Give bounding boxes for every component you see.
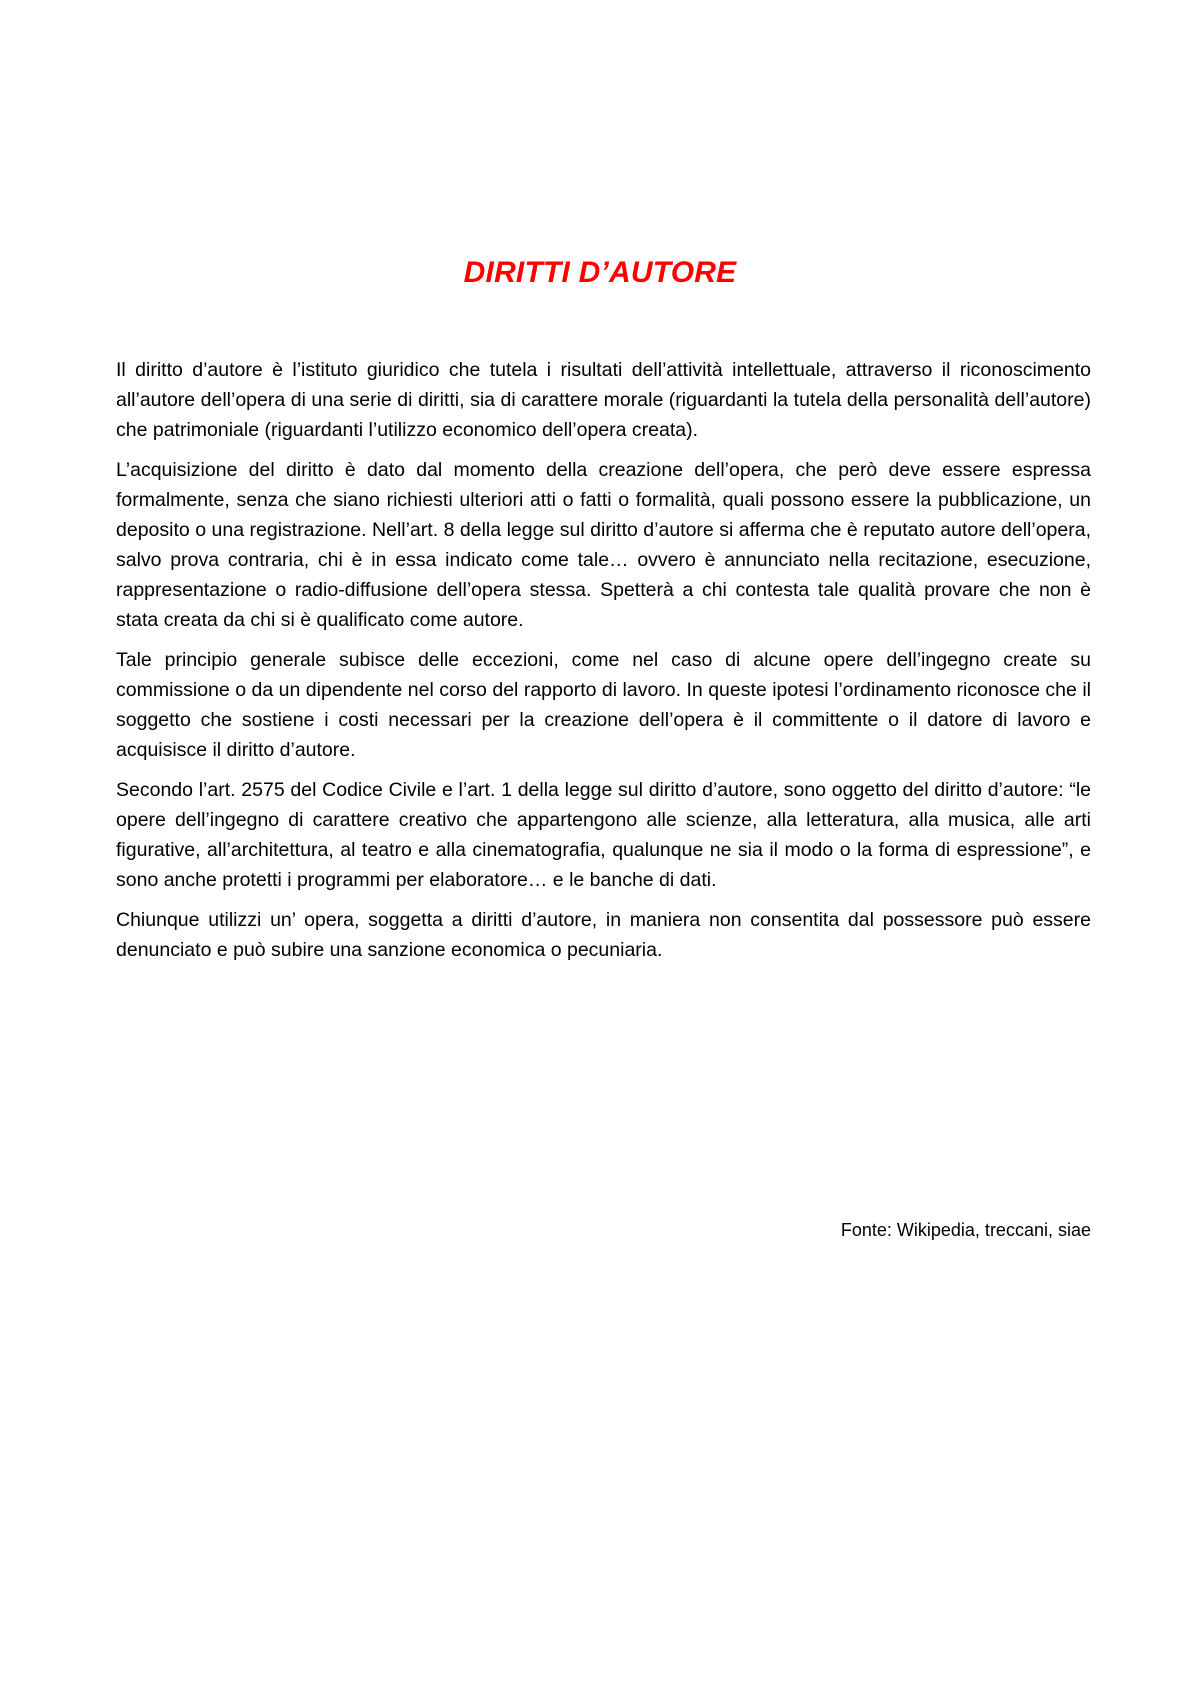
paragraph-acquisition: L’acquisizione del diritto è dato dal momento della creazione dell’opera, che però deve essere espressa formalmente, senza che siano richiesti ulteriori atti o fatti o formalità, quali possono essere la pubblicazione, un deposito o una registrazione. Nell’art. 8 della legge sul diritto d’autore si afferma che è reputato autore dell’opera, salvo prova contraria, chi è in essa indicato come tale… ovvero è annunciato nella recitazione, esecuzione, rappresentazione o radio-diffusione dell’opera stessa. Spetterà a chi contesta tale qualità provare che non è stata creata da chi si è qualificato come autore. <box>116 459 1091 631</box>
paragraph-intro: Il diritto d’autore è l’istituto giuridico che tutela i risultati dell’attività intellettuale, attraverso il riconoscimento all’autore dell’opera di una serie di diritti, sia di carattere morale (riguardanti la tutela della personalità dell’autore) che patrimoniale (riguardanti l’utilizzo economico dell’opera creata). <box>116 359 1091 441</box>
document-body <box>116 355 1091 975</box>
document-title: DIRITTI D’AUTORE <box>463 256 737 289</box>
paragraph-sanctions: Chiunque utilizzi un’ opera, soggetta a diritti d’autore, in maniera non consentita dal possessore può essere denunciato e può subire una sanzione economica o pecuniaria. <box>116 909 1091 961</box>
paragraph-protected-works: Secondo l’art. 2575 del Codice Civile e l’art. 1 della legge sul diritto d’autore, sono oggetto del diritto d’autore: “le opere dell’ingegno di carattere creativo che appartengono alle scienze, alla letteratura, alla musica, alle arti figurative, all’architettura, al teatro e alla cinematografia, qualunque ne sia il modo o la forma di espressione”, e sono anche protetti i programmi per elaboratore… e le banche di dati. <box>116 779 1091 891</box>
source-citation: Fonte: Wikipedia, treccani, siae <box>840 1220 1091 1240</box>
paragraph-exceptions: Tale principio generale subisce delle eccezioni, come nel caso di alcune opere dell’ingegno create su commissione o da un dipendente nel corso del rapporto di lavoro. In queste ipotesi l’ordinamento riconosce che il soggetto che sostiene i costi necessari per la creazione dell’opera è il committente o il datore di lavoro e acquisisce il diritto d’autore. <box>116 649 1091 761</box>
